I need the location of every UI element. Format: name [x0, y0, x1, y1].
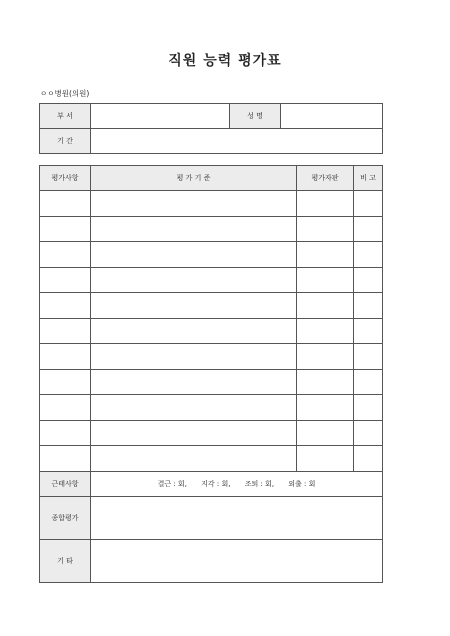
note-cell[interactable] — [354, 395, 383, 421]
other-row — [40, 540, 383, 583]
table-row — [40, 293, 383, 319]
note-cell[interactable] — [354, 267, 383, 293]
attendance-early-leave: 조퇴 : 회, — [244, 479, 275, 488]
attendance-outing: 외출 : 회 — [288, 479, 316, 488]
note-cell[interactable] — [354, 344, 383, 370]
period-label: 기 간 — [40, 129, 91, 154]
overall-label: 종합평가 — [40, 497, 91, 540]
header-item: 평가사항 — [40, 166, 91, 191]
other-field[interactable] — [91, 540, 383, 583]
attendance-row — [40, 471, 383, 497]
info-row-dept — [40, 104, 383, 129]
criteria-cell[interactable] — [91, 242, 297, 268]
criteria-cell[interactable] — [91, 369, 297, 395]
criteria-cell[interactable] — [91, 395, 297, 421]
item-cell[interactable] — [40, 420, 91, 446]
item-cell[interactable] — [40, 369, 91, 395]
self-cell[interactable] — [297, 369, 354, 395]
header-self: 평가자판 — [297, 166, 354, 191]
item-cell[interactable] — [40, 344, 91, 370]
attendance-field[interactable] — [91, 471, 383, 497]
dept-field[interactable] — [91, 104, 230, 129]
criteria-cell[interactable] — [91, 191, 297, 217]
period-field[interactable] — [91, 129, 383, 154]
note-cell[interactable] — [354, 420, 383, 446]
self-cell[interactable] — [297, 242, 354, 268]
header-criteria: 평 가 기 준 — [91, 166, 297, 191]
table-row — [40, 267, 383, 293]
note-cell[interactable] — [354, 446, 383, 472]
item-cell[interactable] — [40, 318, 91, 344]
header-note: 비 고 — [354, 166, 383, 191]
attendance-label: 근태사항 — [40, 471, 91, 497]
note-cell[interactable] — [354, 369, 383, 395]
self-cell[interactable] — [297, 344, 354, 370]
criteria-cell[interactable] — [91, 420, 297, 446]
criteria-cell[interactable] — [91, 446, 297, 472]
self-cell[interactable] — [297, 395, 354, 421]
item-cell[interactable] — [40, 446, 91, 472]
table-row — [40, 216, 383, 242]
criteria-cell[interactable] — [91, 216, 297, 242]
table-row — [40, 242, 383, 268]
info-table — [39, 103, 383, 154]
table-row — [40, 446, 383, 472]
hospital-name: ㅇㅇ병원(의원) — [40, 89, 90, 98]
name-label: 성 명 — [230, 104, 281, 129]
attendance-absent: 결근 : 회, — [157, 479, 187, 488]
item-cell[interactable] — [40, 395, 91, 421]
other-label: 기 타 — [40, 540, 91, 583]
dept-label: 부 서 — [40, 104, 91, 129]
item-cell[interactable] — [40, 267, 91, 293]
note-cell[interactable] — [354, 216, 383, 242]
note-cell[interactable] — [354, 318, 383, 344]
header-row — [40, 166, 383, 191]
item-cell[interactable] — [40, 242, 91, 268]
note-cell[interactable] — [354, 191, 383, 217]
table-row — [40, 420, 383, 446]
attendance-late: 지각 : 회, — [201, 479, 231, 488]
info-row-period — [40, 129, 383, 154]
document-title: 직원 능력 평가표 — [168, 53, 282, 69]
self-cell[interactable] — [297, 446, 354, 472]
overall-field[interactable] — [91, 497, 383, 540]
self-cell[interactable] — [297, 420, 354, 446]
table-row — [40, 344, 383, 370]
item-cell[interactable] — [40, 191, 91, 217]
table-row — [40, 369, 383, 395]
name-field[interactable] — [281, 104, 383, 129]
self-cell[interactable] — [297, 318, 354, 344]
criteria-cell[interactable] — [91, 267, 297, 293]
self-cell[interactable] — [297, 191, 354, 217]
evaluation-table — [39, 165, 383, 583]
self-cell[interactable] — [297, 216, 354, 242]
criteria-cell[interactable] — [91, 318, 297, 344]
item-cell[interactable] — [40, 216, 91, 242]
note-cell[interactable] — [354, 293, 383, 319]
criteria-cell[interactable] — [91, 293, 297, 319]
note-cell[interactable] — [354, 242, 383, 268]
self-cell[interactable] — [297, 293, 354, 319]
overall-row — [40, 497, 383, 540]
table-row — [40, 395, 383, 421]
item-cell[interactable] — [40, 293, 91, 319]
criteria-cell[interactable] — [91, 344, 297, 370]
table-row — [40, 191, 383, 217]
table-row — [40, 318, 383, 344]
self-cell[interactable] — [297, 267, 354, 293]
